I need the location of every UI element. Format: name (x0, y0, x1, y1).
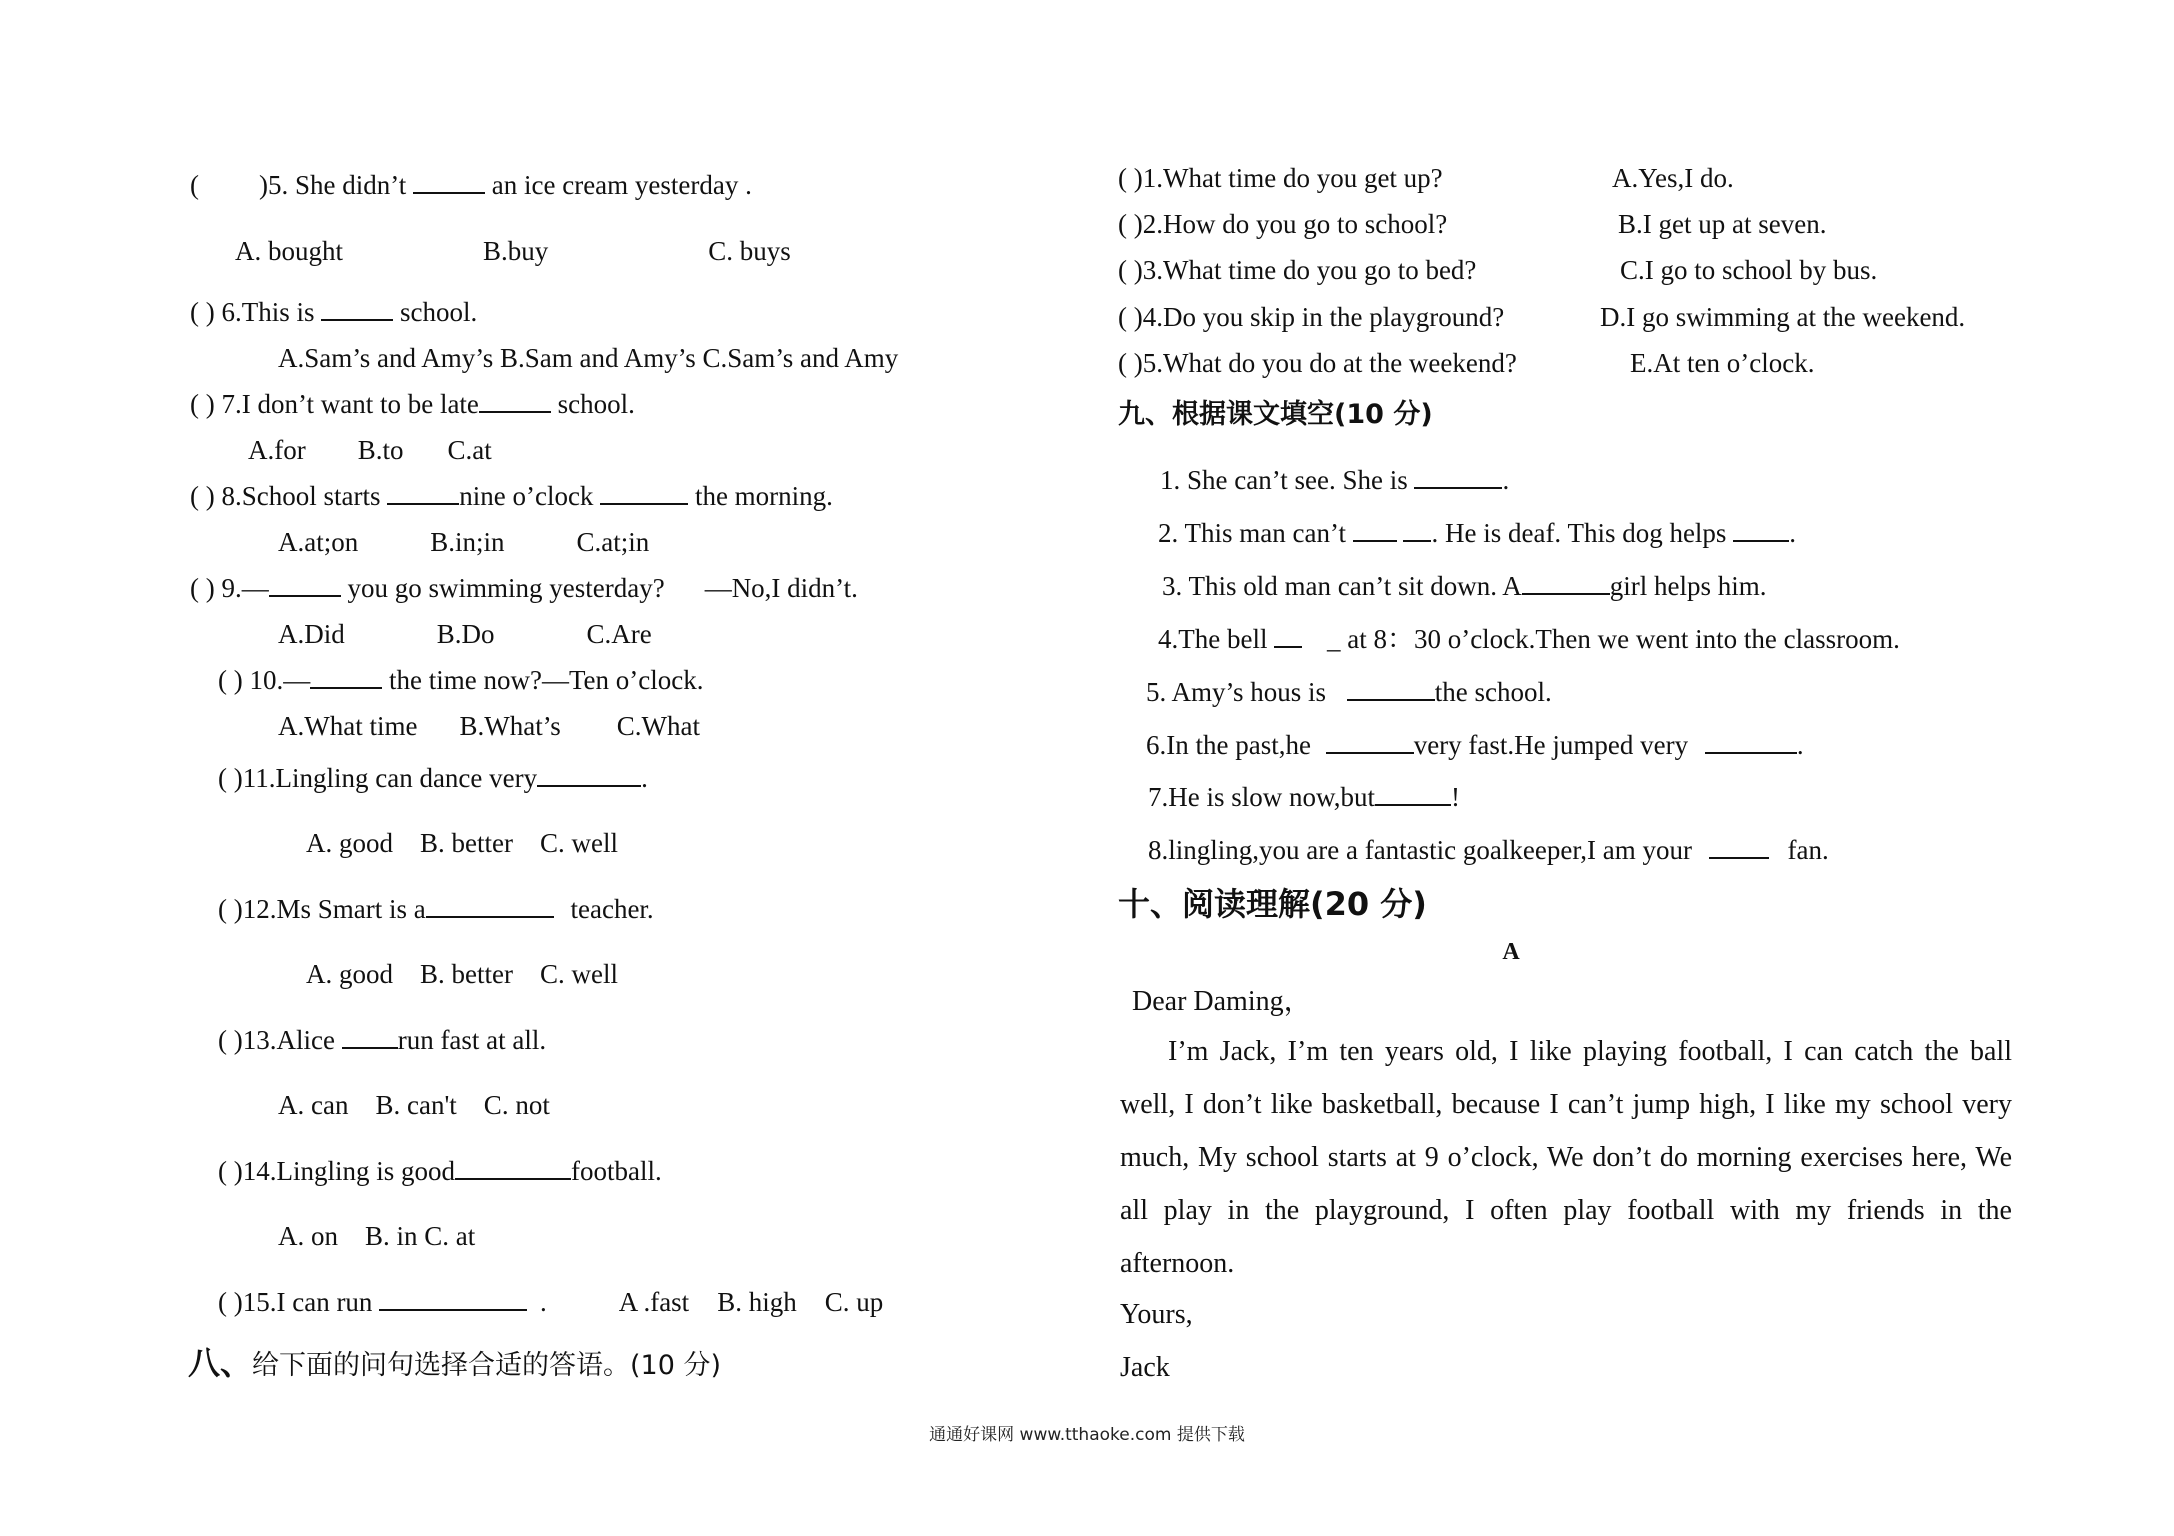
question-7: ( ) 7.I don’t want to be late school. (190, 389, 635, 419)
question-6-options: A.Sam’s and Amy’s B.Sam and Amy’s C.Sam’s and Amy (278, 343, 899, 373)
match-answer-c: C.I go to school by bus. (1620, 255, 1878, 285)
match-question-2: ( )2.How do you go to school? (1118, 209, 1448, 239)
question-13-options: A. can B. can't C. not (278, 1090, 550, 1120)
answer-blank[interactable] (1733, 516, 1789, 542)
fill-sentence-1: 1. She can’t see. She is . (1160, 465, 1510, 495)
question-13: ( )13.Alice run fast at all. (218, 1025, 547, 1055)
letter-signature: Jack (1120, 1352, 1170, 1383)
fill-sentence-7: 7.He is slow now,but ! (1148, 782, 1460, 812)
answer-blank[interactable] (1414, 463, 1502, 489)
fill-sentence-2: 2. This man can’t . He is deaf. This dog helps . (1158, 518, 1796, 548)
match-answer-e: E.At ten o’clock. (1630, 348, 1815, 378)
fill-sentence-6: 6.In the past,he very fast.He jumped very . (1146, 730, 1804, 760)
answer-blank[interactable] (387, 479, 459, 505)
question-8-options: A.at;on B.in;in C.at;in (278, 527, 650, 557)
match-question-1: ( )1.What time do you get up? (1118, 163, 1443, 193)
answer-blank[interactable] (1403, 516, 1431, 542)
question-14-options: A. on B. in C. at (278, 1221, 476, 1251)
footer-credit: 通通好课网 www.tthaoke.com 提供下载 (929, 1425, 1245, 1445)
answer-blank[interactable] (1522, 569, 1610, 595)
match-question-4: ( )4.Do you skip in the playground? (1118, 302, 1505, 332)
letter-body: I’m Jack, I’m ten years old, I like playing football, I can catch the ball well, I don’t like basketball, because I can’t jump high, I like my school very much, My school starts at 9 o’clock, We don’t do morning exercises here, We all play in the playground, I often play football with my friends in the afternoon. (1120, 1036, 2012, 1279)
question-11: ( )11.Lingling can dance very . (218, 763, 648, 793)
match-answer-a: A.Yes,I do. (1612, 163, 1734, 193)
fill-sentence-8: 8.lingling,you are a fantastic goalkeeper,I am your fan. (1148, 835, 1829, 865)
match-answer-d: D.I go swimming at the weekend. (1600, 302, 1966, 332)
answer-blank[interactable] (1326, 728, 1414, 754)
question-5-options: A. bought B.buy C. buys (235, 236, 791, 266)
letter-salutation: Dear Daming， (1132, 986, 1312, 1017)
answer-blank[interactable] (537, 761, 641, 787)
answer-blank[interactable] (1274, 622, 1302, 648)
question-9-options: A.Did B.Do C.Are (278, 619, 652, 649)
fill-sentence-4: 4.The bell _ at 8：30 o’clock.Then we went into the classroom. (1158, 624, 1900, 654)
match-question-3: ( )3.What time do you go to bed? (1118, 255, 1477, 285)
question-10-options: A.What time B.What’s C.What (278, 711, 700, 741)
answer-blank[interactable] (413, 168, 485, 194)
section-9-heading: 九、根据课文填空(10 分) (1118, 399, 1433, 430)
answer-blank[interactable] (1375, 780, 1451, 806)
letter-closing: Yours, (1120, 1299, 1193, 1330)
answer-blank[interactable] (426, 892, 554, 918)
match-answer-b: B.I get up at seven. (1618, 209, 1827, 239)
question-12: ( )12.Ms Smart is a teacher. (218, 894, 654, 924)
answer-blank[interactable] (342, 1023, 398, 1049)
question-5: ( )5. She didn’t an ice cream yesterday . (190, 170, 752, 200)
answer-blank[interactable] (479, 387, 551, 413)
passage-label: A (1502, 939, 1520, 965)
answer-blank[interactable] (310, 663, 382, 689)
question-8: ( ) 8.School starts nine o’clock the morning. (190, 481, 833, 511)
fill-sentence-3: 3. This old man can’t sit down. A girl helps him. (1162, 571, 1767, 601)
answer-blank[interactable] (269, 571, 341, 597)
answer-blank[interactable] (321, 295, 393, 321)
match-question-5: ( )5.What do you do at the weekend? (1118, 348, 1517, 378)
question-12-options: A. good B. better C. well (306, 959, 618, 989)
answer-blank[interactable] (1347, 675, 1435, 701)
answer-blank[interactable] (600, 479, 688, 505)
section-10-heading: 十、阅读理解(20 分) (1118, 885, 1427, 923)
answer-blank[interactable] (379, 1285, 527, 1311)
question-11-options: A. good B. better C. well (306, 828, 618, 858)
answer-blank[interactable] (1705, 728, 1797, 754)
answer-blank[interactable] (455, 1154, 571, 1180)
answer-blank[interactable] (1709, 833, 1769, 859)
question-7-options: A.for B.to C.at (248, 435, 492, 465)
section-8-heading: 八、给下面的问句选择合适的答语。(10 分) (188, 1344, 722, 1382)
question-9: ( ) 9.— you go swimming yesterday? —No,I didn’t. (190, 573, 858, 603)
question-14: ( )14.Lingling is good football. (218, 1156, 662, 1186)
question-10: ( ) 10.— the time now?—Ten o’clock. (218, 665, 704, 695)
fill-sentence-5: 5. Amy’s hous is the school. (1146, 677, 1552, 707)
answer-blank[interactable] (1353, 516, 1397, 542)
question-15: ( )15.I can run . A .fast B. high C. up (218, 1287, 884, 1317)
question-6: ( ) 6.This is school. (190, 297, 478, 327)
